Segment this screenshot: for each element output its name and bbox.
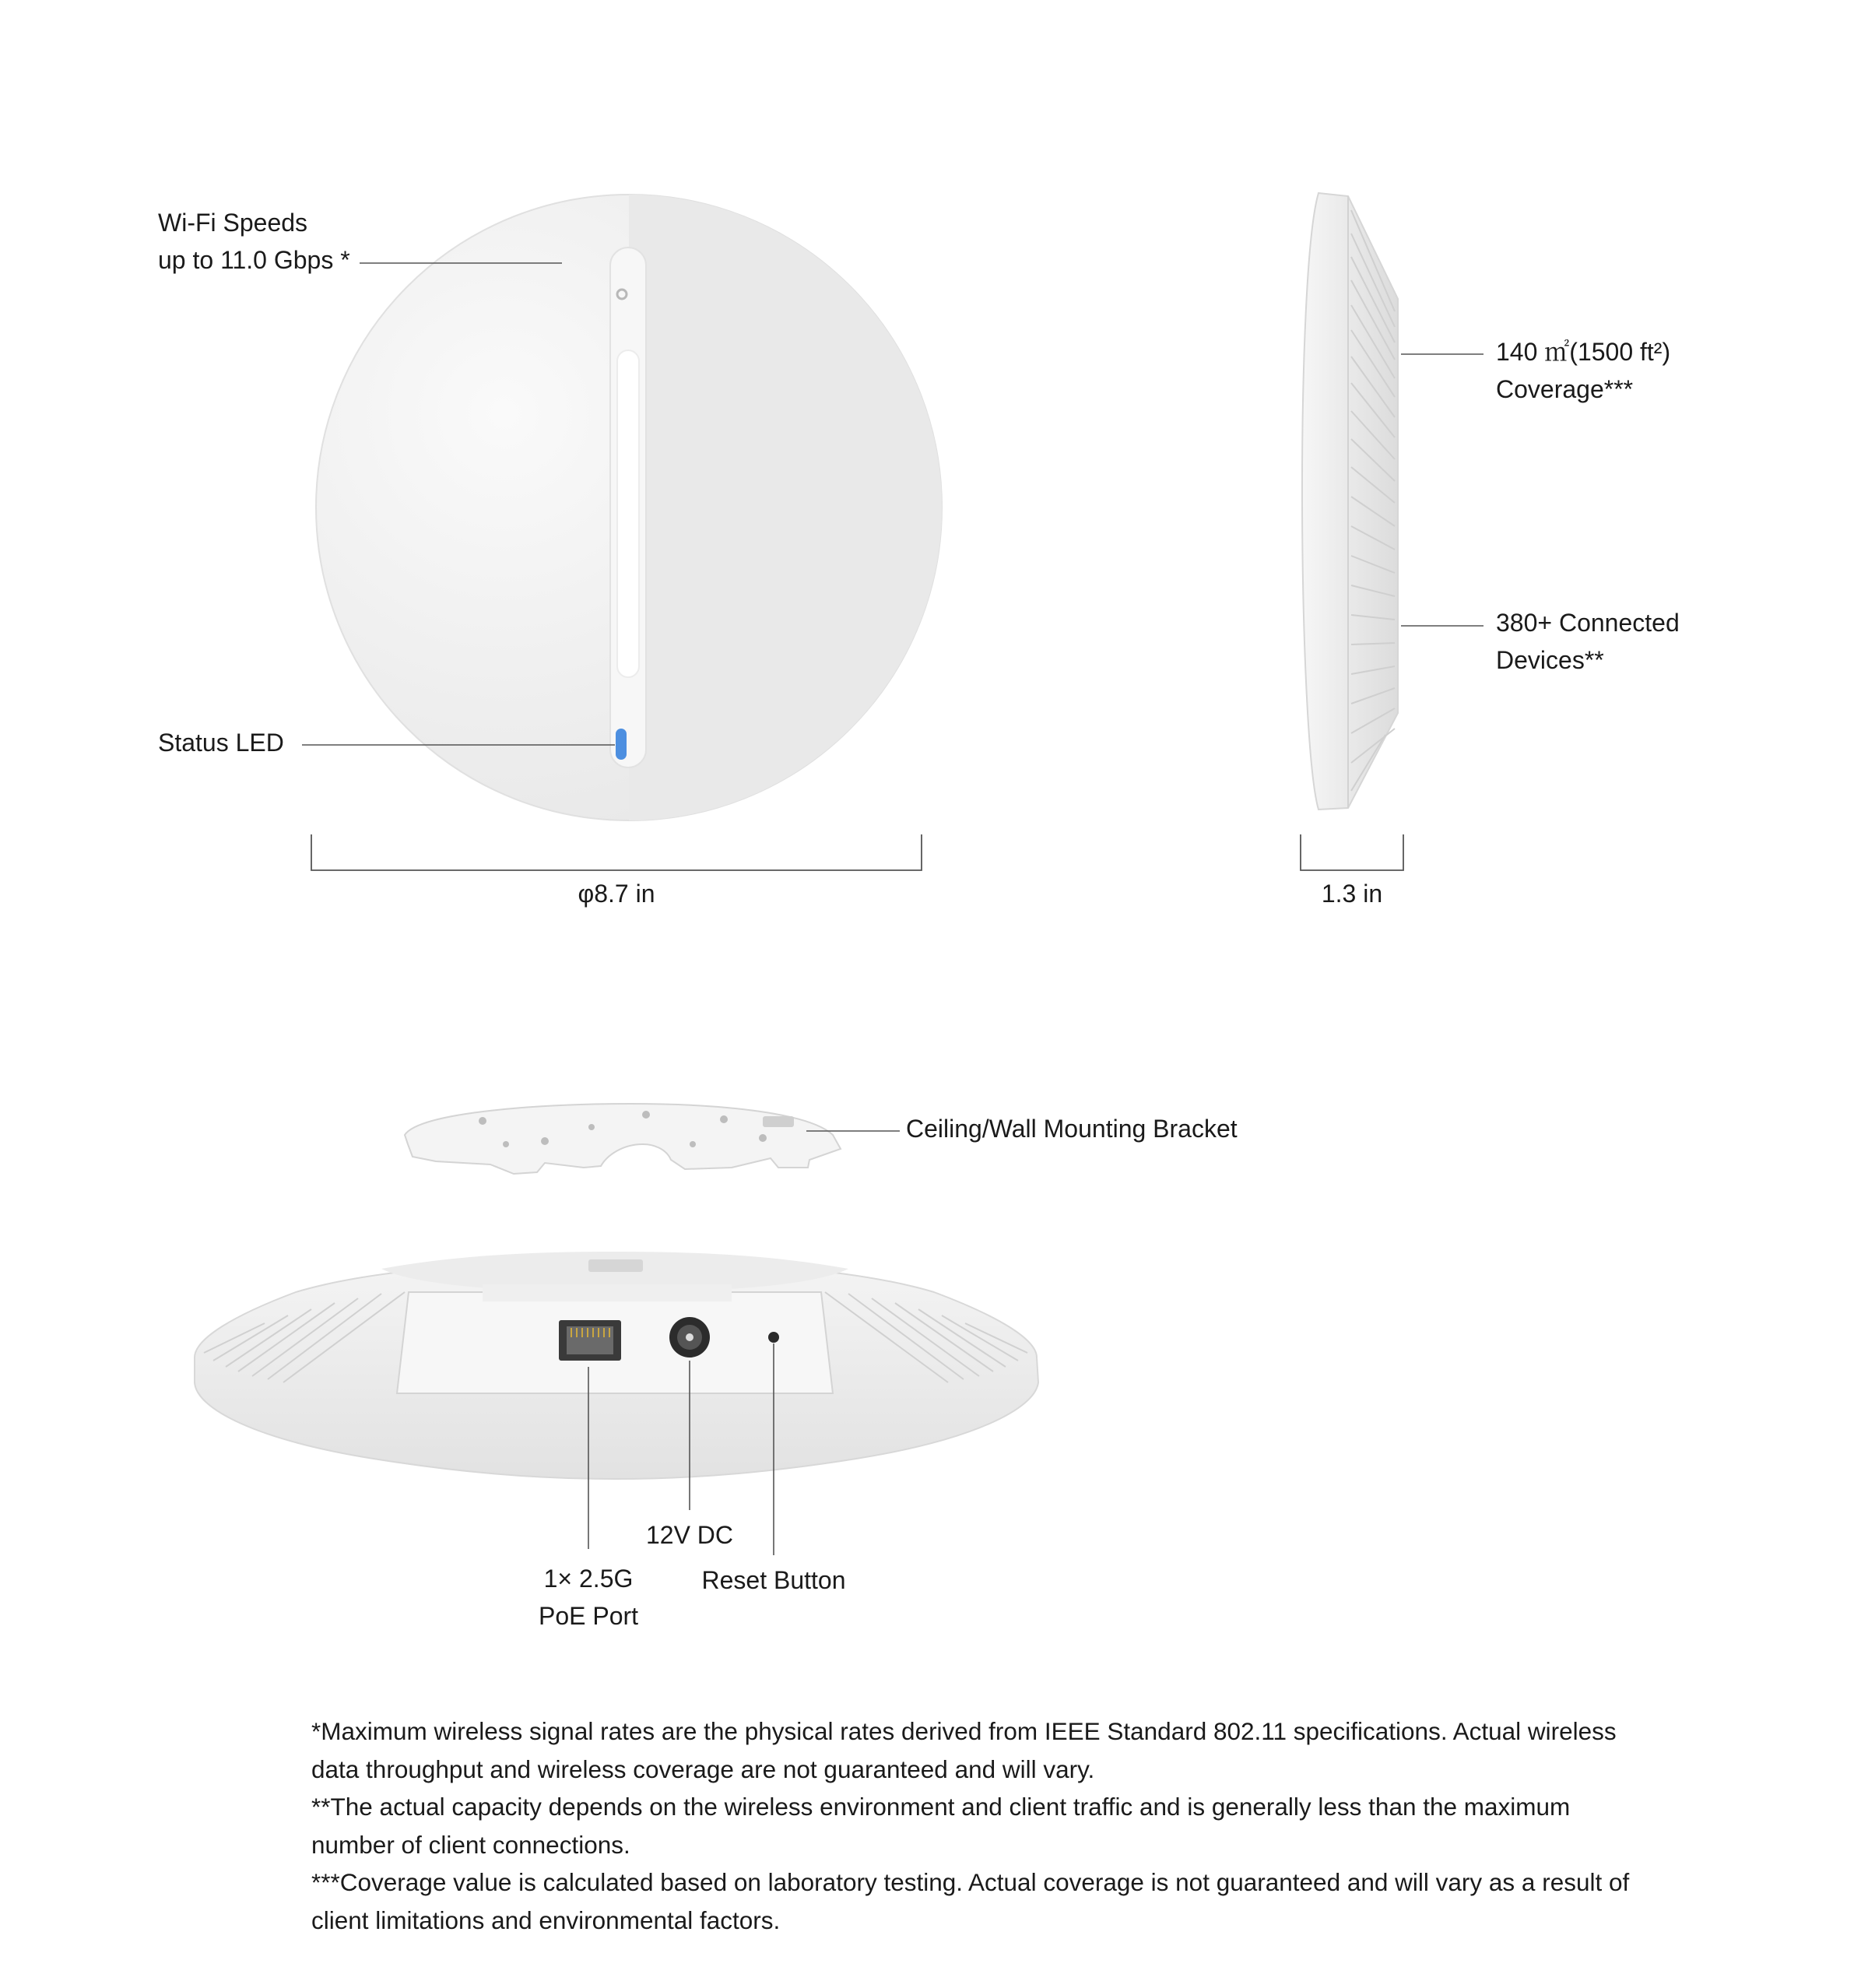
thickness-label: 1.3 in	[1321, 880, 1383, 908]
coverage-label-line2: Coverage***	[1496, 375, 1634, 403]
mounting-bracket	[405, 1104, 841, 1174]
footnotes	[311, 1712, 1634, 1939]
poe-port-label-line2: PoE Port	[538, 1602, 639, 1630]
front-view-device	[316, 195, 942, 820]
ethernet-port-icon	[559, 1320, 621, 1361]
mounting-bracket-label: Ceiling/Wall Mounting Bracket	[906, 1115, 1238, 1143]
thickness-dimension	[1301, 834, 1403, 870]
poe-port-label-line1: 1× 2.5G	[543, 1565, 634, 1593]
wifi-speed-label-line1: Wi-Fi Speeds	[158, 209, 308, 237]
rear-view-device	[195, 1252, 1038, 1479]
wifi-speed-label-line2: up to 11.0 Gbps *	[158, 246, 350, 274]
status-led-icon	[616, 729, 627, 760]
footnote: **The actual capacity depends on the wireless environment and client traffic and is generally less than the maximum number of client connections.	[311, 1793, 1571, 1859]
devices-label-line1: 380+ Connected	[1496, 609, 1680, 637]
dc-power-jack-icon	[669, 1317, 710, 1358]
diameter-label: φ8.7 in	[578, 880, 655, 908]
side-view-device	[1302, 193, 1398, 810]
devices-label-line2: Devices**	[1496, 646, 1604, 674]
reset-button-icon	[768, 1332, 779, 1343]
power-label: 12V DC	[645, 1521, 734, 1549]
diameter-dimension	[311, 834, 922, 870]
footnote: *Maximum wireless signal rates are the physical rates derived from IEEE Standard 802.11 specifications. Actual wireless data throughput and wireless coverage are not guaranteed and will vary.	[311, 1717, 1617, 1783]
footnote: ***Coverage value is calculated based on laboratory testing. Actual coverage is not guaranteed and will vary as a result of client limitations and environmental factors.	[311, 1868, 1630, 1934]
coverage-label-line1: 140 ㎡(1500 ft²)	[1496, 338, 1671, 366]
reset-button-label: Reset Button	[701, 1566, 846, 1594]
status-led-label: Status LED	[158, 729, 284, 757]
